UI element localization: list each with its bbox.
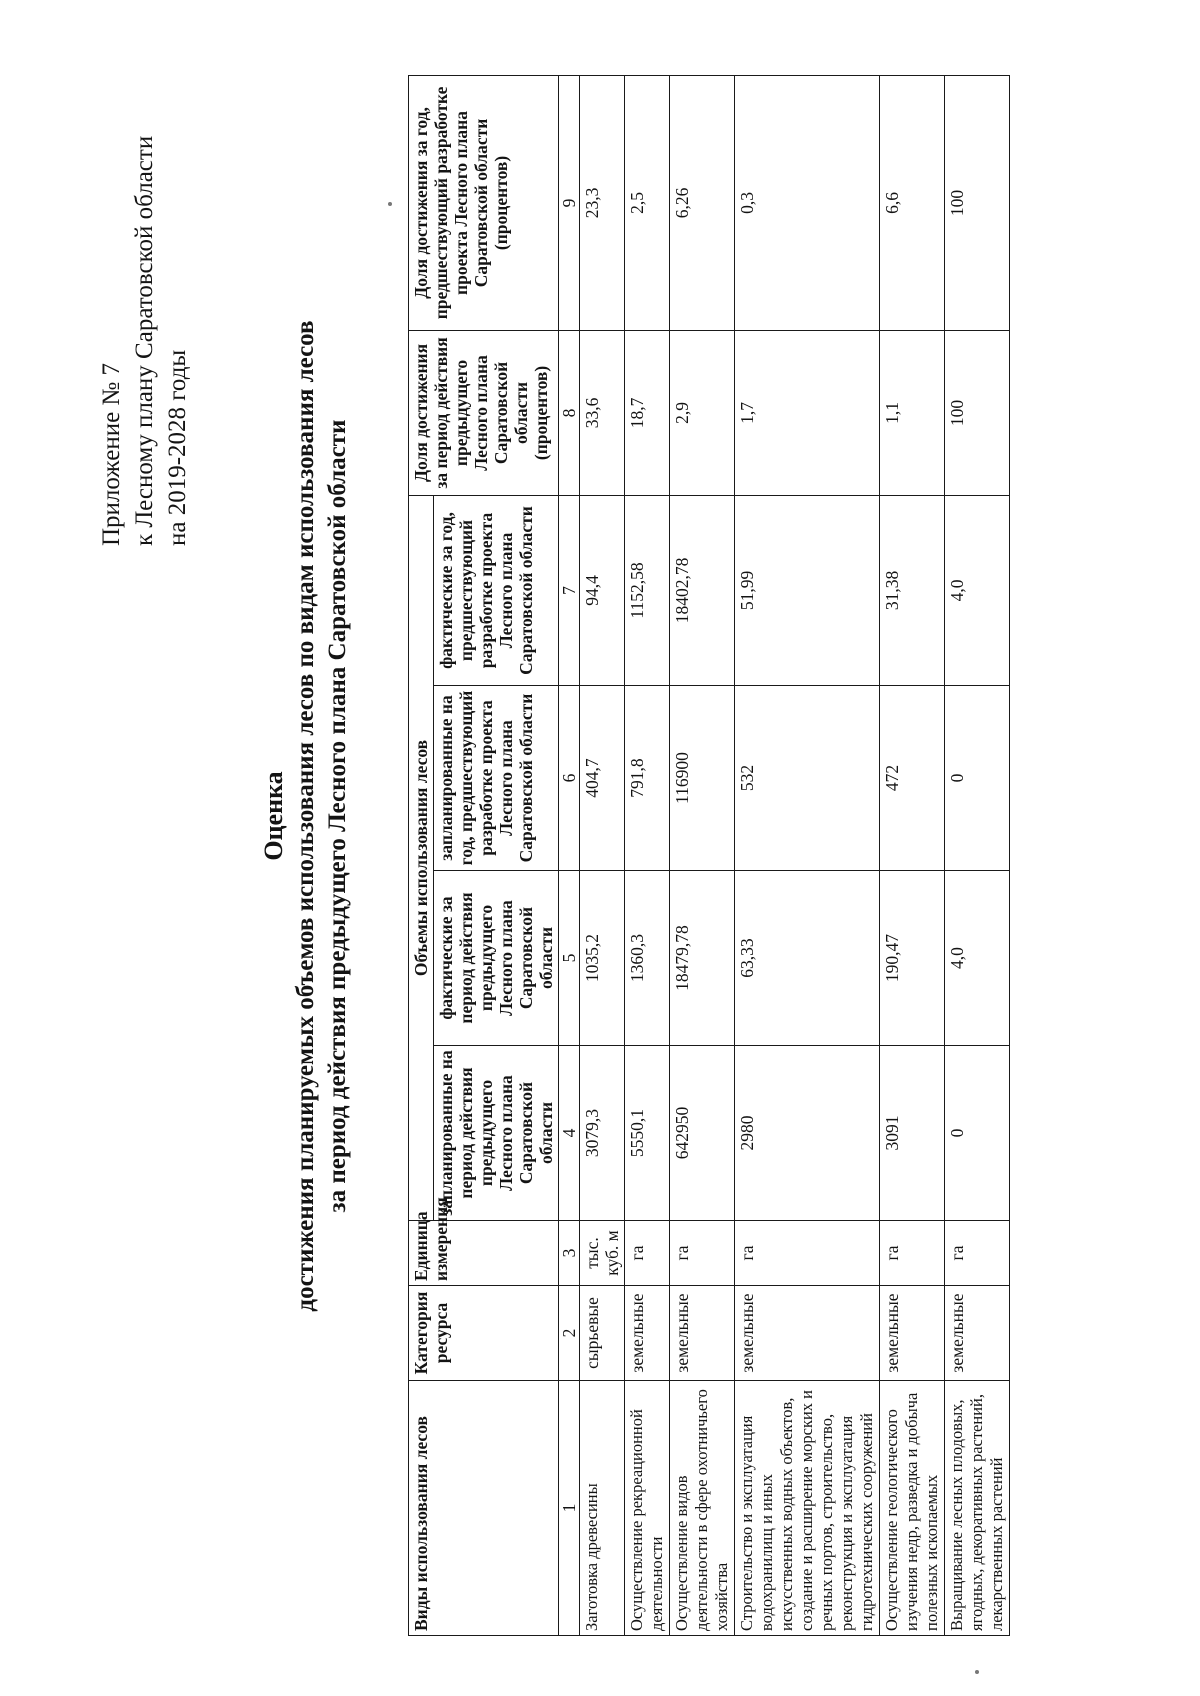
cell-share-year: 6,26 xyxy=(670,75,735,330)
document-title xyxy=(258,236,354,1396)
table-row xyxy=(735,75,880,1635)
column-number: 4 xyxy=(559,1046,580,1221)
cell-share-period: 33,6 xyxy=(580,330,625,495)
cell-share-year: 2,5 xyxy=(625,75,670,330)
cell-planned-year: 116900 xyxy=(670,686,735,871)
table-row xyxy=(625,75,670,1635)
table-body xyxy=(580,75,1010,1635)
cell-actual-year: 1152,58 xyxy=(625,495,670,685)
table-row xyxy=(945,75,1010,1635)
header-planned-period: запланированные на период действия предыдущего Лесного плана Саратовской области xyxy=(434,1046,559,1221)
appendix-line-3: на 2019-2028 годы xyxy=(164,349,191,546)
cell-kind: Заготовка древесины xyxy=(580,1381,625,1636)
cell-kind: Осуществление видов деятельности в сфере охотничьего хозяйства xyxy=(670,1381,735,1636)
cell-actual-year: 18402,78 xyxy=(670,495,735,685)
cell-share-year: 23,3 xyxy=(580,75,625,330)
header-actual-year: фактические за год, предшествующий разработке проекта Лесного плана Саратовской области xyxy=(434,495,559,685)
cell-actual-year: 51,99 xyxy=(735,495,880,685)
cell-planned-year: 0 xyxy=(945,686,1010,871)
column-number: 9 xyxy=(559,75,580,330)
column-number: 6 xyxy=(559,686,580,871)
cell-share-period: 1,7 xyxy=(735,330,880,495)
cell-actual-period: 4,0 xyxy=(945,871,1010,1046)
cell-kind: Выращивание лесных плодовых, ягодных, декоративных растений, лекарственных растений xyxy=(945,1381,1010,1636)
appendix-line-2: к Лесному плану Саратовской области xyxy=(131,135,158,546)
cell-category: земельные xyxy=(945,1286,1010,1381)
cell-actual-period: 63,33 xyxy=(735,871,880,1046)
cell-actual-year: 31,38 xyxy=(880,495,945,685)
cell-category: земельные xyxy=(625,1286,670,1381)
cell-kind: Строительство и эксплуатация водохранилищ и иных искусственных водных объектов, создание и расширение морских и речных портов, строительство, реконструкция и эксплуатация гидротехнических сооружений xyxy=(735,1381,880,1636)
table-row xyxy=(880,75,945,1635)
title-line-1: Оценка xyxy=(259,771,288,861)
header-planned-year: запланированные на год, предшествующий разработке проекта Лесного плана Саратовской области xyxy=(434,686,559,871)
cell-actual-year: 94,4 xyxy=(580,495,625,685)
column-number: 7 xyxy=(559,495,580,685)
header-row xyxy=(409,75,434,1635)
cell-unit: га xyxy=(945,1221,1010,1286)
header-category: Категория ресурса xyxy=(409,1286,559,1381)
title-line-3: за период действия предыдущего Лесного плана Саратовской области xyxy=(324,419,351,1213)
table-row xyxy=(580,75,625,1635)
cell-unit: тыс. куб. м xyxy=(580,1221,625,1286)
cell-actual-period: 1035,2 xyxy=(580,871,625,1046)
scan-speck xyxy=(975,1670,979,1674)
cell-share-period: 2,9 xyxy=(670,330,735,495)
cell-planned-period: 0 xyxy=(945,1046,1010,1221)
cell-share-period: 1,1 xyxy=(880,330,945,495)
column-number: 1 xyxy=(559,1381,580,1636)
cell-share-year: 6,6 xyxy=(880,75,945,330)
appendix-note xyxy=(95,26,194,546)
cell-unit: га xyxy=(670,1221,735,1286)
cell-kind: Осуществление рекреационной деятельности xyxy=(625,1381,670,1636)
scan-speck xyxy=(388,202,392,206)
cell-kind: Осуществление геологического изучения недр, разведка и добыча полезных ископаемых xyxy=(880,1381,945,1636)
appendix-line-1: Приложение № 7 xyxy=(98,362,125,546)
cell-actual-period: 1360,3 xyxy=(625,871,670,1046)
header-share-period: Доля достижения за период действия предыдущего Лесного плана Саратовской области (процентов) xyxy=(409,330,559,495)
header-volumes-group: Объемы использования лесов xyxy=(409,495,434,1220)
cell-actual-year: 4,0 xyxy=(945,495,1010,685)
cell-category: сырьевые xyxy=(580,1286,625,1381)
header-unit: Единица измерения xyxy=(409,1221,559,1286)
cell-planned-period: 5550,1 xyxy=(625,1046,670,1221)
cell-actual-period: 18479,78 xyxy=(670,871,735,1046)
cell-category: земельные xyxy=(735,1286,880,1381)
cell-share-period: 100 xyxy=(945,330,1010,495)
cell-planned-year: 472 xyxy=(880,686,945,871)
header-actual-period: фактические за период действия предыдущего Лесного плана Саратовской области xyxy=(434,871,559,1046)
column-number: 5 xyxy=(559,871,580,1046)
column-number: 2 xyxy=(559,1286,580,1381)
cell-planned-year: 532 xyxy=(735,686,880,871)
cell-planned-period: 3091 xyxy=(880,1046,945,1221)
cell-unit: га xyxy=(625,1221,670,1286)
header-share-year: Доля достижения за год, предшествующий разработке проекта Лесного плана Саратовской области (процентов) xyxy=(409,75,559,330)
column-number-row xyxy=(559,75,580,1635)
forest-use-table xyxy=(408,75,1010,1636)
cell-unit: га xyxy=(880,1221,945,1286)
cell-planned-year: 404,7 xyxy=(580,686,625,871)
cell-planned-year: 791,8 xyxy=(625,686,670,871)
header-kind: Виды использования лесов xyxy=(409,1381,559,1636)
cell-planned-period: 642950 xyxy=(670,1046,735,1221)
cell-share-period: 18,7 xyxy=(625,330,670,495)
cell-actual-period: 190,47 xyxy=(880,871,945,1046)
cell-share-year: 0,3 xyxy=(735,75,880,330)
cell-unit: га xyxy=(735,1221,880,1286)
table-row xyxy=(670,75,735,1635)
title-line-2: достижения планируемых объемов использования лесов по видам использования лесов xyxy=(292,320,319,1312)
column-number: 3 xyxy=(559,1221,580,1286)
cell-planned-period: 3079,3 xyxy=(580,1046,625,1221)
cell-category: земельные xyxy=(670,1286,735,1381)
cell-category: земельные xyxy=(880,1286,945,1381)
column-number: 8 xyxy=(559,330,580,495)
cell-share-year: 100 xyxy=(945,75,1010,330)
cell-planned-period: 2980 xyxy=(735,1046,880,1221)
